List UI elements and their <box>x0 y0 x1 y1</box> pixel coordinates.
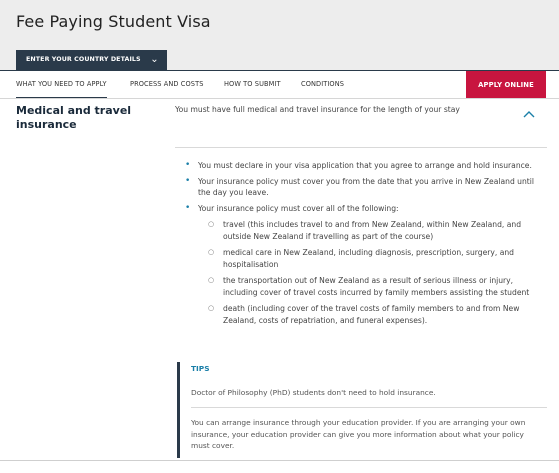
country-button-label: ENTER YOUR COUNTRY DETAILS <box>26 56 141 63</box>
chevron-down-icon: ⌄ <box>150 54 159 65</box>
apply-online-button[interactable]: APPLY ONLINE <box>466 71 546 99</box>
section-divider <box>175 147 547 148</box>
sub-list-item: ○ travel (this includes travel to and from New Zealand, within New Zealand, and outside New Zealand if travelling as part of the course) <box>208 220 522 241</box>
circle-bullet-icon: ○ <box>208 276 215 284</box>
circle-bullet-icon: ○ <box>208 220 215 228</box>
section-title: Medical and travel insurance <box>16 104 132 131</box>
tips-paragraph: You can arrange insurance through your education provider. If you are arranging your own insurance, your education provider can give you more information about what your policy must cover. <box>191 418 526 450</box>
section-summary[interactable]: You must have full medical and travel insurance for the length of your stay <box>175 105 460 114</box>
tab-process-and-costs[interactable]: PROCESS AND COSTS <box>130 80 204 88</box>
nav-divider <box>0 98 559 99</box>
circle-bullet-icon: ○ <box>208 304 215 312</box>
bullet-icon: • <box>185 175 191 186</box>
section-nav <box>0 70 559 98</box>
tips-box <box>177 362 547 458</box>
sub-list-item: ○ the transportation out of New Zealand as a result of serious illness or injury, including cover of travel costs incurred by family members assisting the student <box>208 276 530 297</box>
enter-country-details-button[interactable] <box>16 50 167 70</box>
sub-list-item: ○ death (including cover of the travel costs of family members to and from New Zealand, costs of repatriation, and funeral expenses). <box>208 304 520 325</box>
bullet-icon: • <box>185 160 191 170</box>
tips-paragraph: Doctor of Philosophy (PhD) students don't need to hold insurance. <box>191 388 436 397</box>
sub-list-item: ○ medical care in New Zealand, including diagnosis, prescription, surgery, and hospitalisation <box>208 248 514 269</box>
tips-divider <box>191 407 547 408</box>
tab-conditions[interactable]: CONDITIONS <box>301 80 345 88</box>
page-title: Fee Paying Student Visa <box>16 12 211 31</box>
coverage-sublist <box>198 219 545 326</box>
tab-what-you-need-to-apply[interactable]: WHAT YOU NEED TO APPLY <box>16 71 107 99</box>
chevron-up-icon[interactable] <box>522 108 536 120</box>
bullet-icon: • <box>185 202 191 213</box>
insurance-requirements-list <box>185 160 545 331</box>
list-item: • Your insurance policy must cover all of the following: ○ travel (this includes travel to and from New Zealand, within New Zealand, and outside New Zealand if travelling as part of the course) ○ medical care in New Zealand, including diagnosis, prescription, surgery, and hospitalisation ○ the transportation out of New Zealand as a result of serious illness or injury, including cover of travel costs incurred by family members assisting the student ○ death (including cover of the travel costs of family members to and from New Zealand, costs of repatriation, and funeral expenses). <box>185 203 545 327</box>
list-item: • You must declare in your visa application that you agree to arrange and hold insurance. <box>185 160 532 170</box>
list-item: • Your insurance policy must cover you from the date that you arrive in New Zealand until the day you leave. <box>185 175 535 197</box>
tab-how-to-submit[interactable]: HOW TO SUBMIT <box>224 80 281 88</box>
tips-title: TIPS <box>191 364 210 373</box>
section-bottom-divider <box>0 460 559 461</box>
circle-bullet-icon: ○ <box>208 248 215 256</box>
page-header <box>0 0 559 70</box>
